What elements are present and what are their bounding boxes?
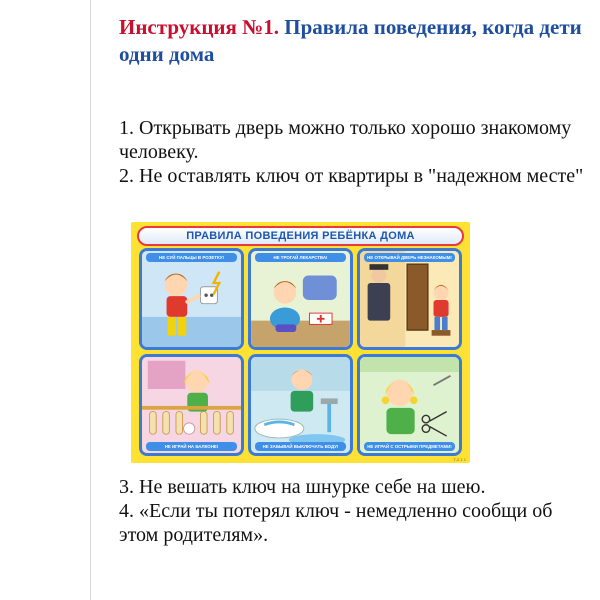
scissors-icon: [360, 357, 459, 453]
poster-panel-balcony: [139, 354, 244, 456]
page-margin-line: [90, 0, 91, 600]
panel-caption: НЕ ТРОГАЙ ЛЕКАРСТВА!: [255, 253, 346, 262]
safety-poster: [131, 222, 470, 463]
panel-caption: НЕ ОТКРЫВАЙ ДВЕРЬ НЕЗНАКОМЫМ!: [364, 253, 455, 262]
balcony-icon: [142, 357, 241, 453]
door-icon: [360, 251, 459, 347]
panel-caption: НЕ ЗАБЫВАЙ ВЫКЛЮЧАТЬ ВОДУ!: [255, 442, 346, 451]
heading-number: Инструкция №1.: [119, 15, 279, 39]
poster-panel-water: [248, 354, 353, 456]
medicine-icon: [251, 251, 350, 347]
poster-panel-medicine: [248, 248, 353, 350]
panel-caption: НЕ СУЙ ПАЛЬЦЫ В РОЗЕТКУ!: [146, 253, 237, 262]
rule-item: 1. Открывать дверь можно только хорошо знакомому человеку.: [119, 117, 572, 163]
rule-item: 3. Не вешать ключ на шнурке себе на шею.: [119, 476, 486, 498]
poster-panel-socket: [139, 248, 244, 350]
poster-panel-scissors: [357, 354, 462, 456]
water-tap-icon: [251, 357, 350, 453]
rule-item: 4. «Если ты потерял ключ - немедленно сообщи об этом родителям».: [119, 500, 553, 546]
poster-footer-code: Т-2 1 1: [453, 457, 466, 462]
rules-list-bottom: [119, 475, 589, 547]
rules-list-top: [119, 116, 589, 188]
page-heading: [119, 14, 589, 68]
poster-title: ПРАВИЛА ПОВЕДЕНИЯ РЕБЁНКА ДОМА: [137, 226, 464, 246]
rule-item: 2. Не оставлять ключ от квартиры в "надежном месте": [119, 165, 584, 187]
panel-caption: НЕ ИГРАЙ НА БАЛКОНЕ!: [146, 442, 237, 451]
heading-title: Правила поведения, когда дети одни дома: [119, 15, 582, 66]
poster-panel-door: [357, 248, 462, 350]
socket-icon: [142, 251, 241, 347]
panel-caption: НЕ ИГРАЙ С ОСТРЫМИ ПРЕДМЕТАМИ!: [364, 442, 455, 451]
